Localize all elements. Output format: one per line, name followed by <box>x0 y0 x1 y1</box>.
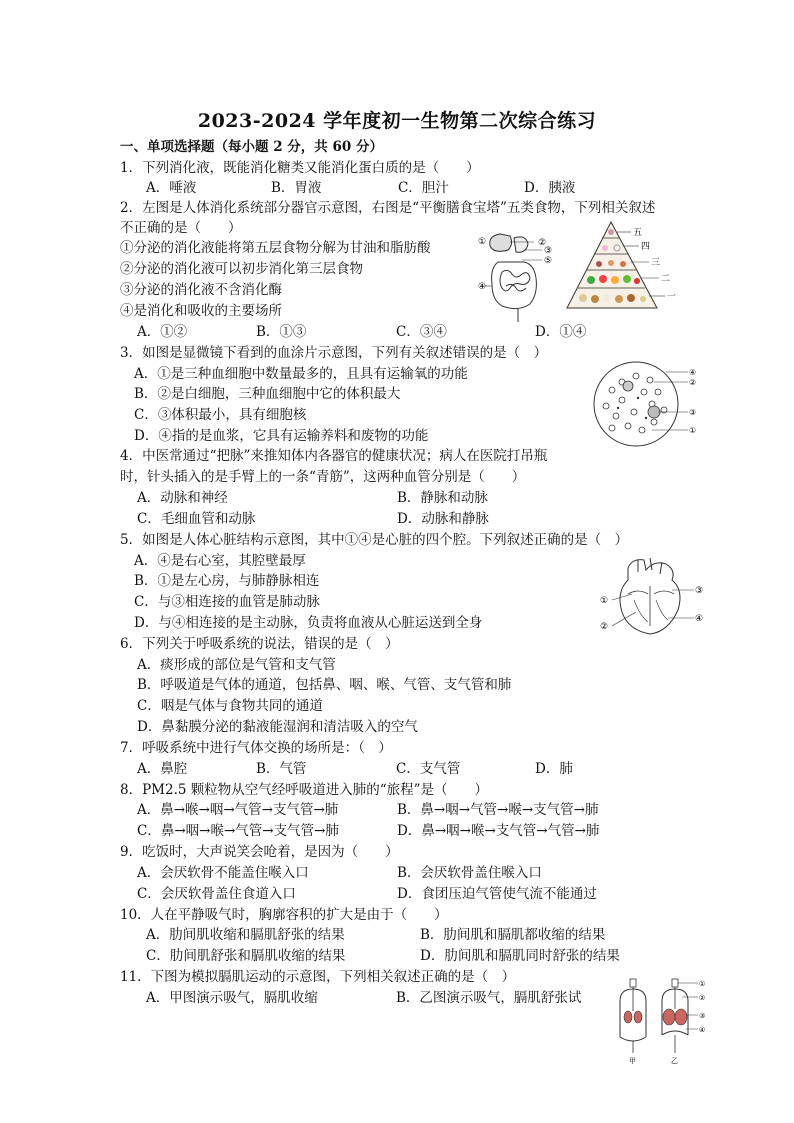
q7-option-a: A．鼻腔 <box>137 761 188 777</box>
pyramid-label-2: 二 <box>661 274 671 284</box>
q10-option-a: A．肋间肌收缩和膈肌舒张的结果 <box>146 927 345 943</box>
model-marker-2: ② <box>699 994 706 1002</box>
q5-option-d: D．与④相连接的是主动脉，负责将血液从心脏运送到全身 <box>134 615 483 631</box>
smear-marker-1: ① <box>689 426 697 435</box>
q5-option-b: B．①是左心房，与肺静脉相连 <box>134 573 320 589</box>
smear-marker-3: ③ <box>689 408 697 417</box>
marker-1: ① <box>478 237 487 247</box>
q8-option-c: C．鼻→咽→喉→气管→支气管→肺 <box>137 823 339 839</box>
marker-4: ④ <box>478 282 487 292</box>
model-marker-4: ④ <box>699 1026 706 1034</box>
q2-option-d: D．①④ <box>535 324 587 340</box>
model-marker-3: ③ <box>699 1012 706 1020</box>
blood-smear-figure <box>592 360 702 450</box>
q5-option-a: A．④是右心室，其腔壁最厚 <box>134 553 306 569</box>
q2-statement-2: ②分泌的消化液可以初步消化第三层食物 <box>120 261 363 277</box>
smear-marker-4: ④ <box>689 368 697 377</box>
marker-extra: ⑤ <box>544 256 553 266</box>
page-title: 2023-2024 学年度初一生物第二次综合练习 <box>197 110 597 132</box>
smear-marker-2: ② <box>689 378 697 387</box>
q4-stem-line2: 时，针头插入的是手臂上的一条“青筋”，这两种血管分别是（ ） <box>120 469 526 485</box>
section-heading: 一、单项选择题（每小题 2 分，共 60 分） <box>120 139 383 155</box>
q8-option-a: A．鼻→喉→咽→气管→支气管→肺 <box>137 802 339 818</box>
q7-stem: 7．呼吸系统中进行气体交换的场所是：（ ） <box>120 740 392 756</box>
q6-option-a: A．痰形成的部位是气管和支气管 <box>137 657 336 673</box>
q3-stem: 3．如图是显微镜下看到的血涂片示意图，下列有关叙述错误的是（ ） <box>120 345 548 361</box>
q1-option-d: D．胰液 <box>524 180 576 196</box>
q7-option-d: D．肺 <box>535 761 573 777</box>
q5-option-c: C．与③相连接的血管是肺动脉 <box>134 594 320 610</box>
q4-option-c: C．毛细血管和动脉 <box>137 511 256 527</box>
q8-option-d: D．鼻→咽→喉→支气管→气管→肺 <box>397 823 600 839</box>
q9-option-a: A．会厌软骨不能盖住喉入口 <box>137 865 309 881</box>
q4-option-a: A．动脉和神经 <box>137 490 228 506</box>
q10-stem: 10．人在平静吸气时，胸廓容积的扩大是由于（ ） <box>120 907 448 923</box>
marker-2: ② <box>538 238 547 248</box>
q8-stem: 8．PM2.5 颗粒物从空气经呼吸道进入肺的“旅程”是（ ） <box>120 782 489 798</box>
q6-option-c: C．咽是气体与食物共同的通道 <box>137 698 323 714</box>
q2-option-b: B．①③ <box>256 324 307 340</box>
q1-option-c: C．胆汁 <box>398 180 449 196</box>
q1-stem: 1．下列消化液，既能消化糖类又能消化蛋白质的是（ ） <box>120 160 480 176</box>
bell-jar-yi <box>662 979 688 1065</box>
q4-option-b: B．静脉和动脉 <box>397 490 488 506</box>
heart-figure <box>598 556 708 636</box>
bell-jar-jia <box>620 979 646 1065</box>
q8-option-b: B．鼻→咽→气管→喉→支气管→肺 <box>397 802 599 818</box>
model-marker-1: ① <box>699 980 706 988</box>
q5-stem: 5．如图是人体心脏结构示意图，其中①④是心脏的四个腔。下列叙述正确的是（ ） <box>120 532 629 548</box>
q9-option-b: B．会厌软骨盖住喉入口 <box>397 865 542 881</box>
q2-stem-line2: 不正确的是（ ） <box>120 220 242 236</box>
q11-stem: 11．下图为模拟膈肌运动的示意图，下列相关叙述正确的是（ ） <box>120 969 516 985</box>
heart-marker-2: ② <box>600 622 609 632</box>
pyramid-label-1: 一 <box>667 292 677 302</box>
q7-option-b: B．气管 <box>256 761 307 777</box>
q7-option-c: C．支气管 <box>396 761 461 777</box>
q2-statement-4: ④是消化和吸收的主要场所 <box>120 303 282 319</box>
q9-option-c: C．会厌软骨盖住食道入口 <box>137 886 296 902</box>
q4-stem-line1: 4．中医常通过“把脉”来推知体内各器官的健康状况；病人在医院打吊瓶 <box>120 448 548 464</box>
q2-option-a: A．①② <box>137 324 188 340</box>
q3-option-d: D．④指的是血浆，它具有运输养料和废物的功能 <box>134 428 429 444</box>
heart-marker-1: ① <box>600 596 609 606</box>
marker-3: ③ <box>544 246 553 256</box>
heart-marker-4: ④ <box>695 614 704 624</box>
q6-option-d: D．鼻黏膜分泌的黏液能湿润和清洁吸入的空气 <box>137 719 418 735</box>
q10-option-d: D．肋间肌和膈肌同时舒张的结果 <box>420 948 620 964</box>
pyramid-label-5: 五 <box>633 228 643 238</box>
q4-option-d: D．动脉和静脉 <box>397 511 489 527</box>
label-yi: 乙 <box>671 1057 678 1065</box>
q2-statement-3: ③分泌的消化液不含消化酶 <box>120 282 282 298</box>
q2-option-c: C．③④ <box>396 324 447 340</box>
q6-stem: 6．下列关于呼吸系统的说法，错误的是（ ） <box>120 636 399 652</box>
q11-option-a: A．甲图演示吸气，膈肌收缩 <box>146 990 318 1006</box>
q9-option-d: D．食团压迫气管使气流不能通过 <box>397 886 597 902</box>
q1-option-a: A．唾液 <box>146 180 197 196</box>
q11-option-b: B．乙图演示吸气，膈肌舒张试 <box>396 990 582 1006</box>
heart-marker-3: ③ <box>695 586 704 596</box>
q1-option-b: B．胃液 <box>271 180 322 196</box>
q9-stem: 9．吃饭时，大声说笑会呛着，是因为（ ） <box>120 844 399 860</box>
digestive-system-figure <box>478 228 560 326</box>
label-jia: 甲 <box>629 1057 636 1065</box>
diaphragm-model-figure <box>610 975 715 1065</box>
food-pyramid-figure <box>565 218 687 314</box>
q2-stem-line1: 2．左图是人体消化系统部分器官示意图，右图是“平衡膳食宝塔”五类食物，下列相关叙述 <box>120 200 656 216</box>
pyramid-label-4: 四 <box>641 242 651 252</box>
q3-option-c: C．③体积最小，具有细胞核 <box>134 407 307 423</box>
pyramid-label-3: 三 <box>651 258 661 268</box>
q3-option-a: A．①是三种血细胞中数量最多的，且具有运输氧的功能 <box>134 366 468 382</box>
q6-option-b: B．呼吸道是气体的通道，包括鼻、咽、喉、气管、支气管和肺 <box>137 677 512 693</box>
q10-option-b: B．肋间肌和膈肌都收缩的结果 <box>420 927 606 943</box>
q10-option-c: C．肋间肌舒张和膈肌收缩的结果 <box>146 948 346 964</box>
q3-option-b: B．②是白细胞，三种血细胞中它的体积最大 <box>134 386 401 402</box>
q2-statement-1: ①分泌的消化液能将第五层食物分解为甘油和脂肪酸 <box>120 240 431 256</box>
